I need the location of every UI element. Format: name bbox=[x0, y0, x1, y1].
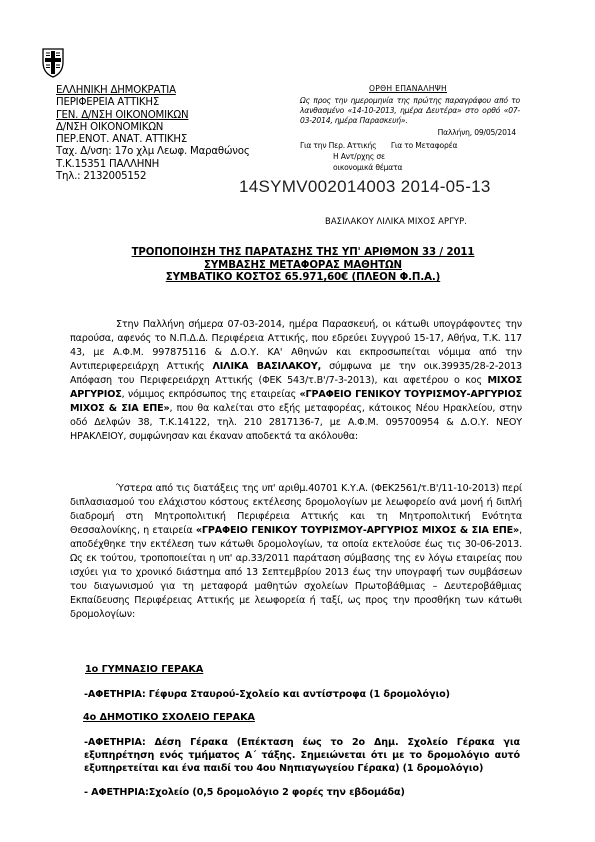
text-run: , αποδέχθηκε την εκτέλεση των κάτωθι δρομολογίων, τα οποία εκτελούσε έως τις 30-06-2013. Ως εκ τούτου, τροποποιείται η υπ' αρ.33/2011 παράταση σύμβασης της εν λόγω εταιρείας που ισχύει για το χρονικό διάστημα από 13 Σεπτεμβρίου 2013 έως την υπογραφή των συμβάσεων του διαγωνισμού για τη μεταφορά μαθητών σχολείων Πρωτοβάθμιας – Δευτεροβάθμιας Εκπαίδευσης Περιφέρειας Αττικής με λεωφορεία ή ταξί, ως προς την προσθήκη των κάτωθι δρομολογίων: bbox=[70, 525, 522, 620]
bold-name: ΛΙΛΙΚΑ ΒΑΣΙΛΑΚΟΥ, bbox=[212, 361, 322, 372]
phone-line: Τηλ.: 2132005152 bbox=[56, 171, 147, 183]
bold-company: «ΓΡΑΦΕΙΟ ΓΕΝΙΚΟΥ ΤΟΥΡΙΣΜΟΥ-ΑΡΓΥΡΙΟΣ ΜΙΧΟΣ & ΣΙΑ ΕΠΕ» bbox=[195, 525, 520, 536]
correction-title: ΟΡΘΗ ΕΠΑΝΑΛΗΨΗ bbox=[368, 84, 448, 93]
route-item-2: -ΑΦΕΤΗΡΙΑ: Δέση Γέρακα (Επέκταση έως το 2ο Δημ. Σχολείο Γέρακα για εξυπηρέτηση ενός τμήματος Α΄ τάξης. Σημειώνεται ότι με το δρομολόγιο αυτό εξυπηρετείται και ένα παιδί του 4ου Νηπιαγωγείου Γέρακα) (1 δρομολόγιο) bbox=[84, 737, 520, 774]
sender-header bbox=[56, 85, 286, 183]
deputy-line-1: Η Αντ/ρχης σε bbox=[333, 152, 385, 161]
header-line: ΓΕΝ. Δ/ΝΣΗ ΟΙΚΟΝΟΜΙΚΩΝ bbox=[56, 109, 189, 121]
title-line-3: ΣΥΜΒΑΤΙΚΟ ΚΟΣΤΟΣ 65.971,60€ (ΠΛΕΟΝ Φ.Π.Α.) bbox=[165, 272, 441, 283]
header-line: ΠΕΡΙΦΕΡΕΙΑ ΑΤΤΙΚΗΣ bbox=[56, 97, 160, 109]
postcode-line: Τ.Κ.15351 ΠΑΛΛΗΝΗ bbox=[56, 158, 160, 170]
header-line: Δ/ΝΣΗ ΟΙΚΟΝΟΜΙΚΩΝ bbox=[56, 121, 164, 133]
paragraph-parties bbox=[70, 318, 522, 444]
text-run: Ύστερα από τις διατάξεις της υπ' αριθμ.40701 Κ.Υ.Α. (ΦΕΚ2561/τ.Β'/11-10-2013) περί διπλασιασμού του ελάχιστου κόστους εκτέλεσης δρομολογίων με λεωφορείο ανά μονή ή διπλή διαδρομή στη Μητροπολιτική Περιφέρεια Αττικής και τη Μητροπολιτική Ενότητα Θεσσαλονίκης, η εταιρεία bbox=[70, 483, 522, 536]
greek-emblem-icon bbox=[40, 48, 66, 78]
route-item-3: - ΑΦΕΤΗΡΙΑ:Σχολείο (0,5 δρομολόγιο 2 φορές την εβδομάδα) bbox=[84, 787, 405, 798]
header-line: ΠΕΡ.ΕΝΟΤ. ΑΝΑΤ. ΑΤΤΙΚΗΣ bbox=[56, 134, 188, 146]
signer-names: ΒΑΣΙΛΑΚΟΥ ΛΙΛΙΚΑ ΜΙΧΟΣ ΑΡΓΥΡ. bbox=[325, 216, 467, 226]
deputy-line-2: οικονομικά θέματα bbox=[333, 163, 403, 172]
address-line: Ταχ. Δ/νση: 17ο χλμ Λεωφ. Μαραθώνος bbox=[56, 146, 250, 158]
school-heading-2: 4ο ΔΗΜΟΤΙΚΟ ΣΧΟΛΕΙΟ ΓΕΡΑΚΑ bbox=[83, 712, 255, 723]
title-line-1: ΤΡΟΠΟΠΟΙΗΣΗ ΤΗΣ ΠΑΡΑΤΑΣΗΣ ΤΗΣ ΥΠ' ΑΡΙΘΜΟΝ 33 / 2011 bbox=[131, 247, 475, 258]
text-run: σύμφωνα με την οικ.39935/28-2-2013 Απόφαση του Περιφερειάρχη Αττικής (ΦΕΚ 543/τ.Β'/7-3-2013), και αφετέρου ο κος bbox=[70, 361, 522, 386]
text-run: Στην Παλλήνη σήμερα 07-03-2014, ημέρα Παρασκευή, οι κάτωθι υπογράφοντες την παρούσα, αφενός το Ν.Π.Δ.Δ. Περιφέρεια Αττικής, που εδρεύει Συγγρού 15-17, Αθήνα, Τ.Κ. 117 43, με Α.Φ.Μ. 997875116 & Δ.Ο.Υ. ΚΑ' Αθηνών και εκπροσωπείται νόμιμα από την Αντιπεριφερειάρχη Αττικής bbox=[70, 319, 522, 372]
bold-company: «ΓΡΑΦΕΙΟ ΓΕΝΙΚΟΥ ΤΟΥΡΙΣΜΟΥ-ΑΡΓΥΡΙΟΣ ΜΙΧΟΣ & ΣΙΑ ΕΠΕ» bbox=[70, 389, 522, 414]
text-run: , που θα καλείται στο εξής μεταφορέας, κάτοικος Νέου Ηρακλείου, στην οδό Δελφών 38, Τ.Κ.14122, τηλ. 210 2817136-7, με Α.Φ.Μ. 095700954 & Δ.Ο.Υ. ΝΕΟΥ ΗΡΑΚΛΕΙΟΥ, συμφώνησαν και έκαναν αποδεκτά τα ακόλουθα: bbox=[70, 403, 523, 442]
correction-note-block bbox=[300, 84, 550, 173]
route-item-1: -ΑΦΕΤΗΡΙΑ: Γέφυρα Σταυρού-Σχολείο και αντίστροφα (1 δρομολόγιο) bbox=[84, 689, 450, 700]
school-heading-1: 1ο ΓΥΜΝΑΣΙΟ ΓΕΡΑΚΑ bbox=[85, 664, 204, 675]
role-region: Για την Περ. Αττικής bbox=[300, 141, 377, 150]
signatory-roles bbox=[300, 141, 530, 151]
paragraph-terms bbox=[70, 482, 522, 622]
document-id-stamp: 14SYMV002014003 2014-05-13 bbox=[239, 177, 491, 196]
bold-name: ΜΙΧΟΣ ΑΡΓΥΡΙΟΣ bbox=[70, 375, 522, 400]
correction-note: Ως προς την ημερομηνία της πρώτης παραγράφου από το λανθασμένο «14-10-2013, ημέρα Δευτέρα» στο ορθό «07-03-2014, ημέρα Παρασκευή». bbox=[300, 96, 520, 125]
correction-date: Παλλήνη, 09/05/2014 bbox=[437, 128, 516, 137]
document-title bbox=[96, 247, 510, 285]
text-run: , νόμιμος εκπρόσωπος της εταιρείας bbox=[121, 389, 300, 400]
role-carrier: Για το Μεταφορέα bbox=[390, 141, 458, 150]
header-line: ΕΛΛΗΝΙΚΗ ΔΗΜΟΚΡΑΤΙΑ bbox=[56, 85, 176, 96]
title-line-2: ΣΥΜΒΑΣΗΣ ΜΕΤΑΦΟΡΑΣ ΜΑΘΗΤΩΝ bbox=[204, 259, 402, 271]
